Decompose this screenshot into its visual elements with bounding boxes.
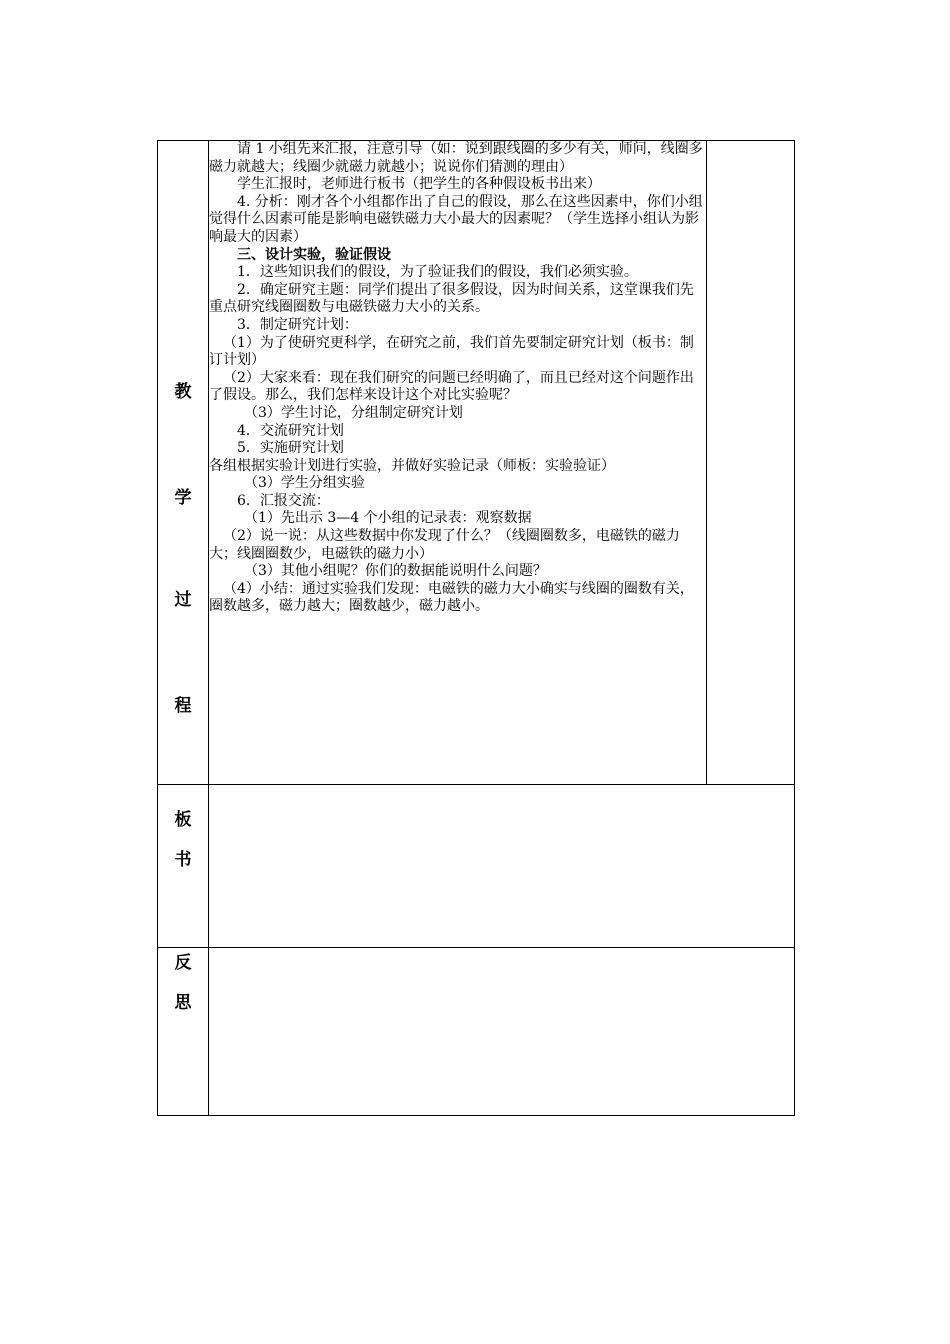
process-line: （1）为了使研究更科学，在研究之前，我们首先要制定研究计划（板书：制订计划） xyxy=(209,334,694,369)
process-line: 1．这些知识我们的假设，为了验证我们的假设，我们必须实验。 xyxy=(237,264,638,281)
label-char: 书 xyxy=(174,850,192,870)
process-line: 各组根据实验计划进行实验，并做好实验记录（师板：实验验证） xyxy=(209,457,615,474)
process-line: （4）小结：通过实验我们发现：电磁铁的磁力大小确实与线圈的圈数有关，圈数越多，磁力越大；圈数越少，磁力越小。 xyxy=(209,580,694,615)
process-line: （2）大家来看：现在我们研究的问题已经明确了，而且已经对这个问题作出了假设。那么，我们怎样来设计这个对比实验呢？ xyxy=(209,369,694,404)
label-char: 教 xyxy=(174,382,192,402)
process-line: 3．制定研究计划： xyxy=(237,316,358,333)
board-row xyxy=(158,785,795,948)
process-line: （3）学生分组实验 xyxy=(244,475,365,492)
process-line: 5．实施研究计划 xyxy=(237,440,344,457)
label-char: 过 xyxy=(174,590,192,610)
process-line: 请 1 小组先来汇报，注意引导（如：说到跟线圈的多少有关，师问，线圈多磁力就越大；线圈少就磁力就越小；说说你们猜测的理由） xyxy=(209,141,703,175)
reflection-row xyxy=(158,948,795,1116)
label-char: 程 xyxy=(174,696,192,716)
lesson-plan-table xyxy=(157,140,795,1116)
teaching-process-label-cell xyxy=(158,141,209,785)
reflection-label-cell xyxy=(158,948,209,1116)
section-heading: 三、设计实验，验证假设 xyxy=(237,246,391,263)
process-line: （1）先出示 3—4 个小组的记录表：观察数据 xyxy=(244,510,532,527)
process-line: （3）其他小组呢？你们的数据能说明什么问题？ xyxy=(244,563,547,580)
process-line: 学生汇报时，老师进行板书（把学生的各种假设板书出来） xyxy=(237,176,601,193)
label-char: 学 xyxy=(174,488,192,508)
reflection-content xyxy=(209,948,795,1116)
process-line: （2）说一说：从这些数据中你发现了什么？（线圈圈数多，电磁铁的磁力大；线圈圈数少，电磁铁的磁力小） xyxy=(209,528,680,562)
label-char: 板 xyxy=(174,810,192,830)
teaching-process-content xyxy=(209,141,707,785)
process-line: 4．交流研究计划 xyxy=(237,422,344,439)
label-char: 思 xyxy=(174,993,192,1013)
process-line: 4. 分析：刚才各个小组都作出了自己的假设，那么在这些因素中，你们小组觉得什么因素可能是影响电磁铁磁力大小最大的因素呢？（学生选择小组认为影响最大的因素） xyxy=(209,193,703,245)
teaching-process-row xyxy=(158,141,795,785)
board-label-cell xyxy=(158,785,209,948)
board-content xyxy=(209,785,795,948)
process-line: 6．汇报交流： xyxy=(237,492,330,509)
process-line: 2．确定研究主题：同学们提出了很多假设，因为时间关系，这堂课我们先重点研究线圈圈数与电磁铁磁力大小的关系。 xyxy=(209,281,694,316)
label-char: 反 xyxy=(174,953,192,973)
notes-cell xyxy=(707,141,795,785)
process-line: （3）学生讨论，分组制定研究计划 xyxy=(244,404,463,421)
